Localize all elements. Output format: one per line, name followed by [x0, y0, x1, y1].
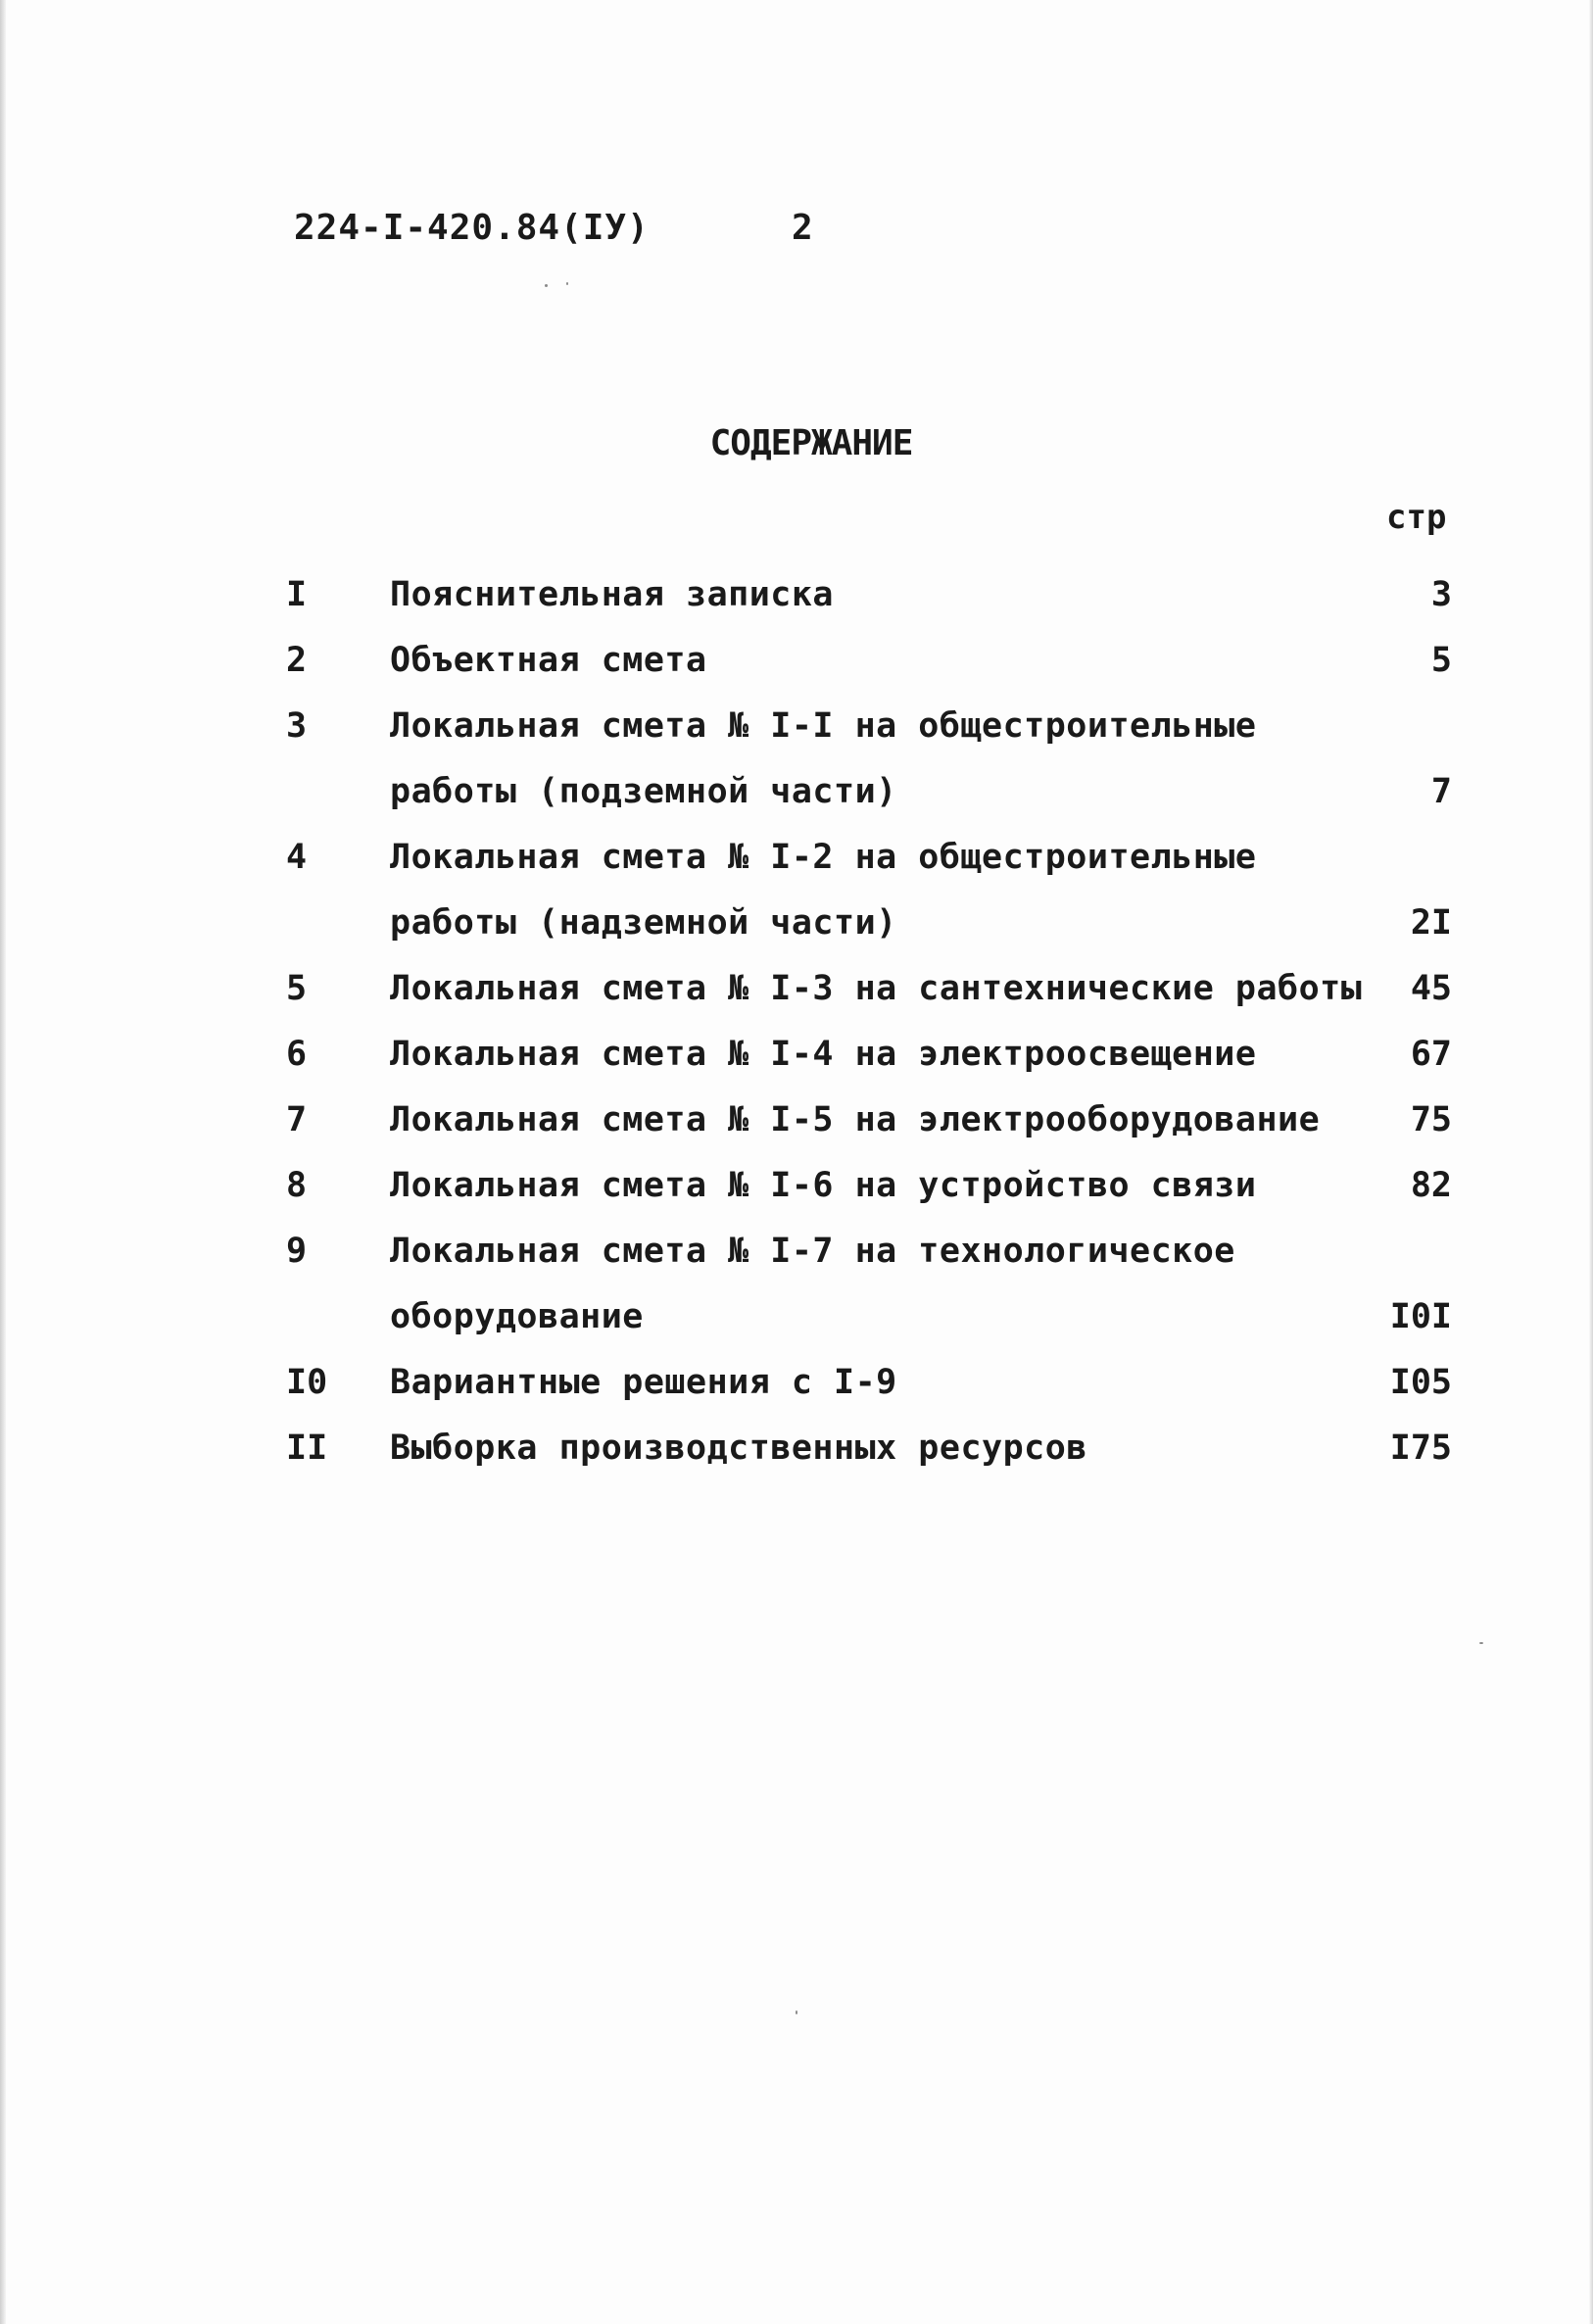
toc-item-title: работы (подземной части) [390, 772, 897, 811]
toc-item-page: 2I [1410, 903, 1452, 943]
scan-edge-left [0, 0, 6, 2324]
toc-row [286, 628, 1452, 694]
toc-row [286, 1416, 1452, 1481]
toc-item-title: Локальная смета № I-5 на электрооборудование [390, 1100, 1321, 1139]
toc-row [286, 562, 1452, 628]
toc-item-number: 5 [286, 969, 308, 1008]
toc-item-number: 4 [286, 838, 308, 877]
toc-item-page: I0I [1389, 1297, 1452, 1336]
toc-item-number: II [286, 1428, 328, 1468]
scan-speck [796, 2010, 797, 2014]
toc-row [286, 1022, 1452, 1088]
toc-item-number: 6 [286, 1035, 308, 1074]
toc-item-title: Локальная смета № I-3 на сантехнические работы [390, 969, 1363, 1008]
toc-item-number: I0 [286, 1363, 328, 1402]
toc-item-title: работы (надземной части) [390, 903, 897, 943]
toc-row [286, 1219, 1452, 1284]
toc-item-title: Локальная смета № I-7 на технологическое [390, 1232, 1235, 1271]
toc-item-page: 45 [1410, 969, 1452, 1008]
toc-item-number: 2 [286, 641, 308, 680]
scan-speck [1479, 1642, 1483, 1644]
toc-row [286, 1153, 1452, 1219]
toc-item-number: I [286, 575, 308, 614]
toc-row [286, 694, 1452, 759]
toc-item-title: оборудование [390, 1297, 644, 1336]
toc-row [286, 1088, 1452, 1153]
toc-item-title: Локальная смета № I-2 на общестроительные [390, 838, 1257, 877]
toc-item-page: 5 [1430, 641, 1452, 680]
page-title: СОДЕРЖАНИЕ [709, 423, 913, 463]
toc-item-page: 75 [1410, 1100, 1452, 1139]
toc-item-title: Вариантные решения с I-9 [390, 1363, 897, 1402]
page-column-label: стр [1386, 498, 1447, 537]
scan-speck [566, 282, 568, 285]
toc-item-number: 8 [286, 1166, 308, 1205]
toc-row [286, 956, 1452, 1022]
toc-item-page: 7 [1430, 772, 1452, 811]
table-of-contents [286, 562, 1452, 1481]
toc-item-page: I05 [1389, 1363, 1452, 1402]
scan-speck [545, 284, 548, 287]
toc-item-page: 67 [1410, 1035, 1452, 1074]
scan-edge-right [1589, 0, 1593, 2324]
page-number: 2 [792, 208, 814, 248]
toc-row [286, 1284, 1452, 1350]
toc-item-page: 82 [1410, 1166, 1452, 1205]
page-header [294, 208, 814, 248]
toc-item-number: 3 [286, 706, 308, 746]
toc-item-title: Пояснительная записка [390, 575, 835, 614]
toc-item-number: 9 [286, 1232, 308, 1271]
toc-item-title: Локальная смета № I-I на общестроительные [390, 706, 1257, 746]
toc-item-title: Выборка производственных ресурсов [390, 1428, 1087, 1468]
toc-item-title: Локальная смета № I-4 на электроосвещение [390, 1035, 1257, 1074]
toc-item-page: I75 [1389, 1428, 1452, 1468]
toc-row [286, 759, 1452, 825]
toc-row [286, 1350, 1452, 1416]
toc-item-title: Локальная смета № I-6 на устройство связи [390, 1166, 1257, 1205]
toc-item-page: 3 [1430, 575, 1452, 614]
document-number: 224-I-420.84(IУ) [294, 208, 650, 248]
toc-item-title: Объектная смета [390, 641, 707, 680]
toc-row [286, 825, 1452, 891]
toc-item-number: 7 [286, 1100, 308, 1139]
toc-row [286, 891, 1452, 956]
